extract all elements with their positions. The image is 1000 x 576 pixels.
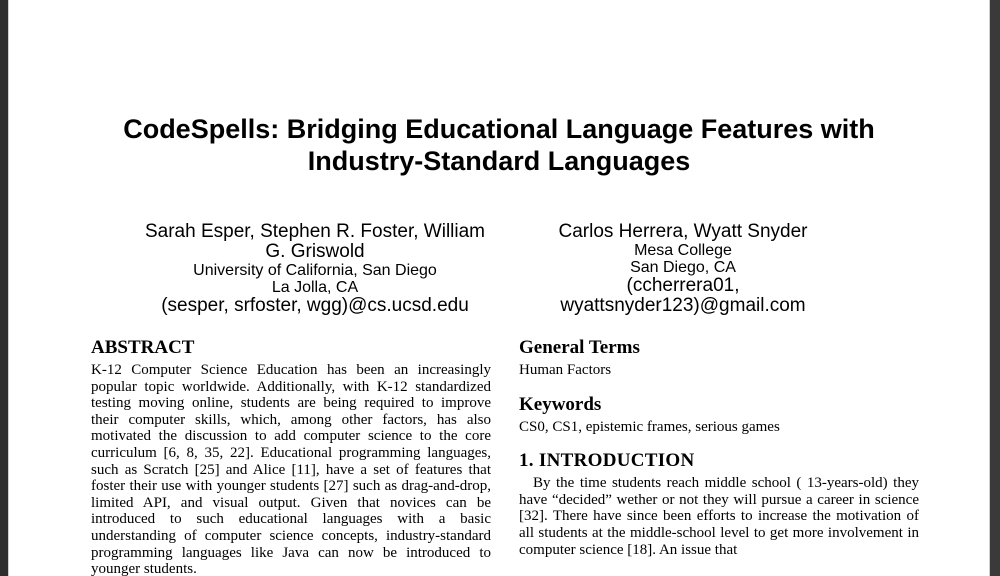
introduction-heading: 1. INTRODUCTION [519, 450, 695, 472]
abstract-section [91, 336, 491, 576]
author-location: San Diego, CA [630, 259, 736, 276]
abstract-text: K-12 Computer Science Education has been an increasingly popular topic worldwide. Additionally, with K-12 standardized testing moving online, students are being required to improve their computer skills, which, among other factors, has also motivated the discussion to add computer science to the core curriculum [6, 8, 35, 22]. Educational programming languages, such as Scratch [25] and Alice [11], have a set of features that foster their use with younger students [27] such as drag-and-drop, limited API, and visual output. Given that novices can be introduced to such educational languages with a basic understanding of computer science concepts, industry-standard programming languages like Java can now be introduced to younger students. [91, 362, 491, 576]
abstract-heading: ABSTRACT [91, 337, 195, 358]
right-column [519, 336, 919, 572]
title-line-2: Industry-Standard Languages [307, 146, 691, 176]
general-terms-text: Human Factors [519, 362, 612, 378]
author-names-line-2: G. Griswold [265, 241, 365, 262]
paper-page [8, 0, 990, 576]
author-block-1 [137, 222, 493, 316]
introduction-section [519, 449, 919, 558]
author-location: La Jolla, CA [271, 279, 359, 296]
author-names: Carlos Herrera, Wyatt Snyder [558, 221, 808, 242]
general-terms-heading: General Terms [519, 337, 640, 358]
keywords-text: CS0, CS1, epistemic frames, serious games [519, 418, 780, 435]
author-names-line-1: Sarah Esper, Stephen R. Foster, William [144, 221, 486, 242]
author-email: (sesper, srfoster, wgg)@cs.ucsd.edu [161, 295, 469, 316]
author-affiliation: University of California, San Diego [193, 262, 437, 279]
author-block-2 [529, 222, 837, 316]
keywords-heading: Keywords [519, 393, 602, 415]
paper-title [9, 113, 989, 177]
introduction-text: By the time students reach middle school ( 13-years-old) they have “decided” wether or not they will pursue a career in science [32]. There have since been efforts to increase the motivation of all students at the middle-school level to get more involvement in computer science [18]. An issue that [519, 475, 919, 558]
author-email-line-2: wyattsnyder123)@gmail.com [560, 295, 806, 316]
author-affiliation: Mesa College [634, 242, 732, 259]
keywords-section [519, 393, 919, 436]
general-terms-section [519, 336, 919, 379]
author-email-line-1: (ccherrera01, [626, 275, 740, 296]
viewer-margin [0, 0, 8, 576]
left-column [91, 336, 491, 576]
title-line-1: CodeSpells: Bridging Educational Language Features with [123, 114, 875, 144]
